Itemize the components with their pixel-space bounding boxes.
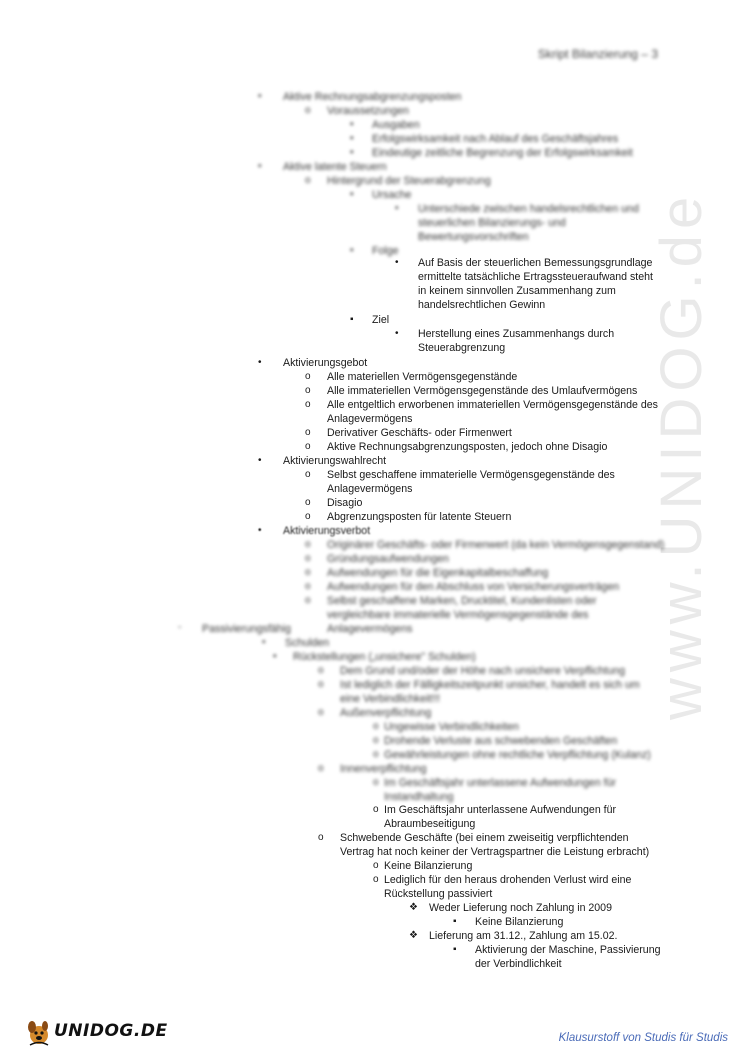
bullet: ▪ — [350, 147, 354, 158]
bullet: ▪ — [273, 651, 277, 662]
list-item: Alle entgeltlich erworbenen immateriellen Vermögensgegenstände des Anlagevermögens — [327, 399, 658, 425]
list-heading: Aktivierungsgebot — [283, 357, 368, 369]
list-item: Alle immateriellen Vermögensgegenstände des Umlaufvermögens — [327, 385, 638, 397]
bullet: o — [305, 595, 311, 606]
list-item: Rückstellungen („unsichere" Schulden) — [293, 651, 476, 663]
list-item: Lediglich für den heraus drohenden Verlust wird eine Rückstellung passiviert — [384, 874, 632, 900]
list-item: Selbst geschaffene Marken, Drucktitel, Kundenlisten oder vergleichbare immaterielle Vermögensgegenstände des Anlagevermögens — [327, 595, 597, 635]
list-item: Unterschiede zwischen handelsrechtlichen und steuerlichen Bilanzierungs- und Bewertungsvorschriften — [418, 203, 639, 243]
list-item: Gewährleistungen ohne rechtliche Verpflichtung (Kulanz) — [384, 749, 651, 761]
bullet: o — [305, 371, 311, 382]
diamond-bullet-icon: ❖ — [409, 902, 418, 913]
bullet: o — [373, 749, 379, 760]
bullet: o — [373, 804, 379, 815]
list-item: Innenverpflichtung — [340, 763, 427, 775]
bullet: o — [305, 441, 311, 452]
list-item: Hintergrund der Steuerabgrenzung — [327, 175, 491, 187]
bullet: o — [318, 665, 324, 676]
bullet: • — [395, 203, 399, 214]
list-item: Passivierungsfähig — [202, 623, 291, 635]
bullet: o — [373, 860, 379, 871]
bullet: o — [305, 581, 311, 592]
list-item: Abgrenzungsposten für latente Steuern — [327, 511, 512, 523]
list-item: Ungewisse Verbindlichkeiten — [384, 721, 519, 733]
list-item: Ziel — [372, 314, 390, 326]
list-item: Schulden — [285, 637, 330, 649]
dog-icon — [26, 1018, 52, 1046]
list-item: Aktive Rechnungsabgrenzungsposten — [283, 91, 462, 103]
bullet: o — [318, 763, 324, 774]
list-item: Herstellung eines Zusammenhangs durch Steuerabgrenzung — [418, 328, 615, 354]
footer-tagline: Klausurstoff von Studis für Studis — [558, 1032, 728, 1044]
bullet: • — [258, 455, 262, 466]
bullet: o — [373, 721, 379, 732]
bullet: o — [305, 427, 311, 438]
list-item: Keine Bilanzierung — [384, 860, 473, 872]
bullet: o — [373, 874, 379, 885]
bullet: • — [258, 91, 262, 102]
bullet: o — [305, 553, 311, 564]
list-item: Gründungsaufwendungen — [327, 553, 449, 565]
bullet: o — [373, 777, 379, 788]
bullet: ▪ — [350, 189, 354, 200]
bullet: o — [305, 175, 311, 186]
bullet: o — [305, 497, 311, 508]
bullet: o — [305, 469, 311, 480]
list-item: Lieferung am 31.12., Zahlung am 15.02. — [429, 930, 618, 942]
list-item: Schwebende Geschäfte (bei einem zweiseitig verpflichtenden Vertrag hat noch keiner der Vertragspartner die Leistung erbracht) — [340, 832, 650, 858]
logo-text: UNIDOG.DE — [54, 1021, 168, 1041]
list-item: Selbst geschaffene immaterielle Vermögensgegenstände des Anlagevermögens — [327, 469, 615, 495]
bullet: • — [395, 257, 399, 268]
page-header: Skript Bilanzierung – 3 — [537, 47, 658, 61]
list-item: Aufwendungen für den Abschluss von Versicherungsverträgen — [327, 581, 620, 593]
bullet: o — [305, 539, 311, 550]
list-heading: Aktivierungsverbot — [283, 525, 371, 537]
list-item: Originärer Geschäfts- oder Firmenwert (da kein Vermögensgegenstand) — [327, 539, 665, 551]
list-heading: Aktivierungswahlrecht — [283, 455, 387, 467]
bullet: ▪ — [350, 133, 354, 144]
list-item: Aktive Rechnungsabgrenzungsposten, jedoch ohne Disagio — [327, 441, 608, 453]
list-item: Keine Bilanzierung — [475, 916, 564, 928]
list-item: Disagio — [327, 497, 363, 509]
bullet: • — [258, 161, 262, 172]
list-item: Folge — [372, 245, 399, 257]
bullet: ▪ — [453, 916, 457, 927]
bullet: • — [258, 525, 262, 536]
unidog-logo — [26, 1018, 168, 1048]
bullet: • — [262, 637, 266, 648]
bullet: o — [305, 105, 311, 116]
bullet: o — [318, 832, 324, 843]
bullet: o — [305, 399, 311, 410]
list-item: Voraussetzungen — [327, 105, 409, 117]
list-item: Ursache — [372, 189, 412, 201]
bullet: ▪ — [350, 119, 354, 130]
list-item: Ist lediglich der Fälligkeitszeitpunkt unsicher, handelt es sich um eine Verbindlichkeit!!! — [340, 679, 640, 705]
watermark: www.UNIDOG.de — [649, 190, 714, 720]
list-item: Weder Lieferung noch Zahlung in 2009 — [429, 902, 612, 914]
bullet: o — [305, 385, 311, 396]
bullet: o — [305, 511, 311, 522]
list-item: Aktivierung der Maschine, Passivierung der Verbindlichkeit — [475, 944, 661, 970]
list-item: Erfolgswirksamkeit nach Ablauf des Geschäftsjahres — [372, 133, 619, 145]
bullet: ▪ — [350, 245, 354, 256]
list-item: Eindeutige zeitliche Begrenzung der Erfolgswirksamkeit — [372, 147, 633, 159]
list-item: Alle materiellen Vermögensgegenstände — [327, 371, 518, 383]
bullet: o — [305, 567, 311, 578]
list-item: Drohende Verluste aus schwebenden Geschäften — [384, 735, 618, 747]
list-item: Aktive latente Steuern — [283, 161, 387, 173]
list-item: Derivativer Geschäfts- oder Firmenwert — [327, 427, 512, 439]
bullet: o — [373, 735, 379, 746]
bullet: o — [318, 707, 324, 718]
list-item: Auf Basis der steuerlichen Bemessungsgrundlage ermittelte tatsächliche Ertragssteueraufwand steht in keinem sinnvollen Zusammenhang zum handelsrechtlichen Gewinn — [418, 257, 653, 311]
bullet: ▪ — [453, 944, 457, 955]
list-item: Im Geschäftsjahr unterlassene Aufwendungen für Instandhaltung — [384, 777, 617, 803]
diamond-bullet-icon: ❖ — [409, 930, 418, 941]
list-item: Aufwendungen für die Eigenkapitalbeschaffung — [327, 567, 549, 579]
bullet: • — [258, 357, 262, 368]
bullet: ▪ — [350, 314, 354, 325]
bullet: o — [318, 679, 324, 690]
list-item: Dem Grund und/oder der Höhe nach unsichere Verpflichtung — [340, 665, 626, 677]
bullet: • — [395, 328, 399, 339]
list-item: Außenverpflichtung — [340, 707, 432, 719]
list-item: Im Geschäftsjahr unterlassene Aufwendungen für Abraumbeseitigung — [384, 804, 617, 830]
list-item: Ausgaben — [372, 119, 420, 131]
dash-bullet: - — [178, 622, 182, 633]
